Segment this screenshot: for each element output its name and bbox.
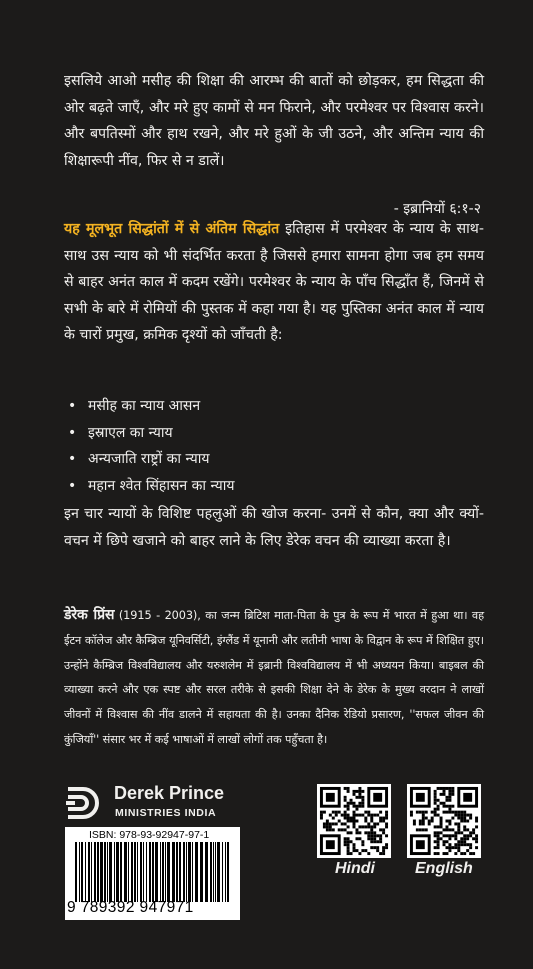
isbn-text: ISBN: 978-93-92947-97-1 (89, 829, 210, 841)
list-item: • महान श्वेत सिंहासन का न्याय (64, 473, 234, 500)
logo-subtitle: MINISTRIES INDIA (115, 807, 217, 819)
intro-highlight: यह मूलभूत सिद्धांतों में से अंतिम सिद्धांत (64, 221, 280, 237)
logo-title: Derek Prince (114, 783, 225, 803)
author-name: डेरेक प्रिंस (64, 607, 115, 623)
outro-paragraph: इन चार न्यायों के विशिष्ट पहलुओं की खोज करना- उनमें से कौन, क्या और क्यों-वचन में छिपे खजाने को बाहर लाने के लिए डेरेक वचन की व्याख्या करता है। (64, 506, 484, 549)
intro-text: इतिहास में परमेश्वर के न्याय के साथ-साथ उस न्याय को भी संदर्भित करता है जिससे हमारा सामना होगा जब हम समय से बाहर अनंत काल में कदम रखेंगे। परमेश्वर के न्याय के पाँच सिद्धाँत हैं, जिनमें से सभी के बारे में रोमियों की पुस्तक में कहा गया है। यह पुस्तिका अनंत काल में न्याय के चारों प्रमुख, क्रमिक दृश्यों को जाँचती है: (64, 221, 484, 343)
list-item: • अन्यजाति राष्ट्रों का न्याय (64, 446, 234, 473)
derek-prince-logo-icon (66, 785, 100, 821)
qr-label-hindi: Hindi (335, 860, 375, 877)
list-item: • इस्राएल का न्याय (64, 420, 234, 447)
qr-label-english: English (415, 860, 473, 877)
author-bio (64, 603, 484, 753)
scripture-quote: इसलिये आओ मसीह की शिक्षा की आरम्भ की बातों को छोड़कर, हम सिद्धता की ओर बढ़ते जाएँ, और मरे हुए कामों से मन फिराने, और परमेश्वर पर विश्वास करने। और बपतिस्मों और हाथ रखने, और मरे हुओं के जी उठने, और अन्तिम न्याय की शिक्षारूपी नींव, फिर से न डालें। (64, 73, 484, 169)
publisher-logo (66, 783, 246, 823)
author-bio-text: (1915 - 2003), का जन्म ब्रिटिश माता-पिता के पुत्र के रूप में भारत में हुआ था। वह ईटन कॉलेज और कैम्ब्रिज यूनिवर्सिटी, इंग्लैंड में यूनानी और लतीनी भाषा के विद्वान के रूप में शिक्षित हुए। उन्होंने कैम्ब्रिज विश्वविद्यालय और यरुशलेम में इब्रानी विश्वविद्यालय में भी अध्ययन किया। बाइबल की व्याख्या करने और एक स्पष्ट और सरल तरीके से इसकी शिक्षा देने के डेरेक के मुख्य वरदान ने लाखों जीवनों में विश्वास की नींव डालने में सहायता की है। उनका दैनिक रेडियो प्रसारण, ''सफल जीवन की कुंजियाँ'' संसार भर में कई भाषाओं में लाखों लोगों तक पहुँचता है। (64, 609, 484, 746)
scripture-reference: - इब्रानियों ६:१-२ (393, 201, 481, 217)
barcode (65, 827, 240, 920)
qr-code-english (407, 784, 481, 858)
judgment-list (64, 393, 234, 499)
intro-paragraph (64, 216, 484, 349)
qr-code-hindi (317, 784, 391, 858)
list-item: • मसीह का न्याय आसन (64, 393, 234, 420)
barcode-number: 9 789392 947971 (67, 899, 194, 916)
barcode-bars (73, 842, 233, 902)
